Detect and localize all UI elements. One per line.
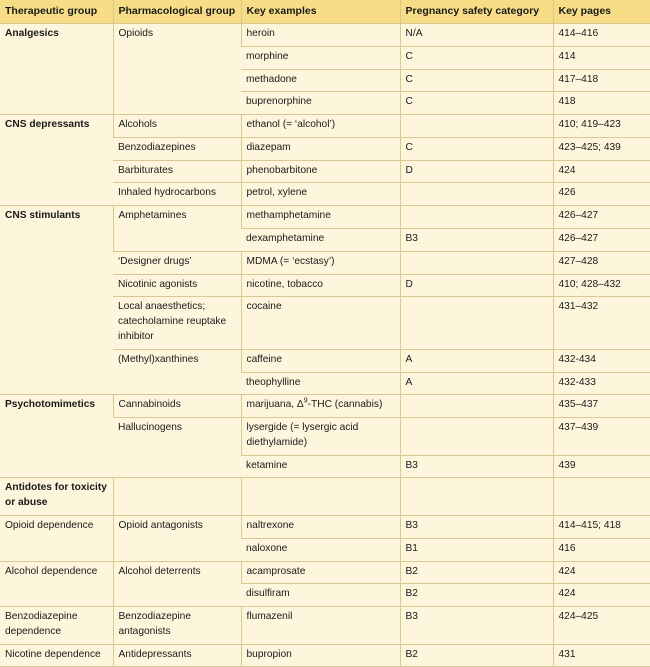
empty-cell (113, 478, 241, 516)
pages-cell: 416 (553, 538, 650, 561)
category-cell: B2 (400, 561, 553, 584)
example-cell: dexamphetamine (241, 229, 400, 252)
example-cell: caffeine (241, 349, 400, 372)
pages-cell: 424 (553, 584, 650, 607)
table-row (0, 115, 650, 138)
example-cell: petrol, xylene (241, 183, 400, 206)
example-cell: heroin (241, 24, 400, 47)
example-cell: morphine (241, 46, 400, 69)
example-cell: disulfiram (241, 584, 400, 607)
table-row (0, 607, 650, 645)
pharmacological-group-cell: Hallucinogens (113, 418, 241, 478)
example-cell: MDMA (= ‘ecstasy’) (241, 251, 400, 274)
table-row (0, 644, 650, 667)
example-cell: nicotine, tobacco (241, 274, 400, 297)
category-cell: C (400, 69, 553, 92)
empty-cell (241, 478, 400, 516)
example-cell: acamprosate (241, 561, 400, 584)
therapeutic-group-cell: Alcohol dependence (0, 561, 113, 607)
therapeutic-group-cell: CNS depressants (0, 115, 113, 206)
pages-cell: 431 (553, 644, 650, 667)
pharmacological-group-cell: Opioid antagonists (113, 515, 241, 561)
therapeutic-group-cell: Nicotine dependence (0, 644, 113, 667)
example-text: marijuana, (246, 399, 297, 411)
example-cell: naltrexone (241, 515, 400, 538)
pharmacological-group-cell: Antidepressants (113, 644, 241, 667)
table-row (0, 395, 650, 418)
pages-cell: 426 (553, 183, 650, 206)
pages-cell: 410; 419–423 (553, 115, 650, 138)
category-cell (400, 183, 553, 206)
category-cell: B3 (400, 607, 553, 645)
therapeutic-group-cell: Opioid dependence (0, 515, 113, 561)
pharmacological-group-cell: Opioids (113, 24, 241, 115)
category-cell: C (400, 92, 553, 115)
category-cell (400, 418, 553, 456)
therapeutic-group-cell: Analgesics (0, 24, 113, 115)
category-cell (400, 297, 553, 349)
example-cell: methadone (241, 69, 400, 92)
example-cell: naloxone (241, 538, 400, 561)
category-cell: B2 (400, 584, 553, 607)
example-cell: diazepam (241, 137, 400, 160)
category-cell: B2 (400, 644, 553, 667)
header-pregnancy-category: Pregnancy safety category (400, 0, 553, 24)
therapeutic-group-cell: Antidotes for toxicity or abuse (0, 478, 113, 516)
category-cell: B3 (400, 455, 553, 478)
pharmacological-group-cell: Barbiturates (113, 160, 241, 183)
pharmacological-group-cell: Inhaled hydrocarbons (113, 183, 241, 206)
category-cell (400, 115, 553, 138)
header-pharmacological-group: Pharmacological group (113, 0, 241, 24)
header-therapeutic-group: Therapeutic group (0, 0, 113, 24)
example-cell: lysergide (= lysergic acid diethylamide) (241, 418, 400, 456)
header-key-examples: Key examples (241, 0, 400, 24)
category-cell: C (400, 46, 553, 69)
table-row (0, 206, 650, 229)
pharmacological-group-cell: Cannabinoids (113, 395, 241, 418)
category-cell: A (400, 349, 553, 372)
pages-cell: 431–432 (553, 297, 650, 349)
example-cell: cocaine (241, 297, 400, 349)
table-row (0, 515, 650, 538)
example-cell: bupropion (241, 644, 400, 667)
pages-cell: 435–437 (553, 395, 650, 418)
pages-cell: 424–425 (553, 607, 650, 645)
pages-cell: 427–428 (553, 251, 650, 274)
pharmacological-group-cell: Alcohol deterrents (113, 561, 241, 607)
pharmacological-group-cell: Benzodiazepine antagonists (113, 607, 241, 645)
delta-symbol: Δ (296, 399, 304, 411)
pharmacological-group-cell: Benzodiazepines (113, 137, 241, 160)
pharmacological-group-cell: Alcohols (113, 115, 241, 138)
category-cell: A (400, 372, 553, 395)
pages-cell: 426–427 (553, 206, 650, 229)
example-cell: ketamine (241, 455, 400, 478)
therapeutic-group-cell: Benzodiazepine dependence (0, 607, 113, 645)
pages-cell: 437–439 (553, 418, 650, 456)
category-cell: B3 (400, 229, 553, 252)
pages-cell: 417–418 (553, 69, 650, 92)
therapeutic-group-cell: Psychotomimetics (0, 395, 113, 478)
empty-cell (553, 478, 650, 516)
category-cell: B1 (400, 538, 553, 561)
pages-cell: 432-433 (553, 372, 650, 395)
category-cell (400, 206, 553, 229)
pages-cell: 424 (553, 561, 650, 584)
example-cell: flumazenil (241, 607, 400, 645)
category-cell: C (400, 137, 553, 160)
category-cell: N/A (400, 24, 553, 47)
pages-cell: 432-434 (553, 349, 650, 372)
table-row (0, 24, 650, 47)
empty-cell (400, 478, 553, 516)
example-cell: methamphetamine (241, 206, 400, 229)
example-cell: ethanol (= ‘alcohol’) (241, 115, 400, 138)
section-row (0, 478, 650, 516)
header-row (0, 0, 650, 24)
pharmacological-group-cell: (Methyl)xanthines (113, 349, 241, 395)
category-cell: B3 (400, 515, 553, 538)
pages-cell: 423–425; 439 (553, 137, 650, 160)
category-cell: D (400, 274, 553, 297)
pages-cell: 424 (553, 160, 650, 183)
example-cell: theophylline (241, 372, 400, 395)
example-cell: phenobarbitone (241, 160, 400, 183)
pages-cell: 414 (553, 46, 650, 69)
pages-cell: 426–427 (553, 229, 650, 252)
table-row (0, 561, 650, 584)
pages-cell: 439 (553, 455, 650, 478)
pharmacological-group-cell: Local anaesthetics; catecholamine reuptake inhibitor (113, 297, 241, 349)
pages-cell: 418 (553, 92, 650, 115)
pharmacological-group-cell: Amphetamines (113, 206, 241, 252)
therapeutic-group-cell: CNS stimulants (0, 206, 113, 395)
pages-cell: 414–416 (553, 24, 650, 47)
pharmacological-group-cell: Nicotinic agonists (113, 274, 241, 297)
pharmacological-group-cell: ‘Designer drugs’ (113, 251, 241, 274)
category-cell (400, 251, 553, 274)
pages-cell: 410; 428–432 (553, 274, 650, 297)
category-cell: D (400, 160, 553, 183)
example-text: -THC (cannabis) (307, 399, 383, 411)
example-cell: buprenorphine (241, 92, 400, 115)
pages-cell: 414–415; 418 (553, 515, 650, 538)
superscript-nine: 9 (303, 397, 308, 405)
example-cell (241, 395, 400, 418)
category-cell (400, 395, 553, 418)
header-key-pages: Key pages (553, 0, 650, 24)
